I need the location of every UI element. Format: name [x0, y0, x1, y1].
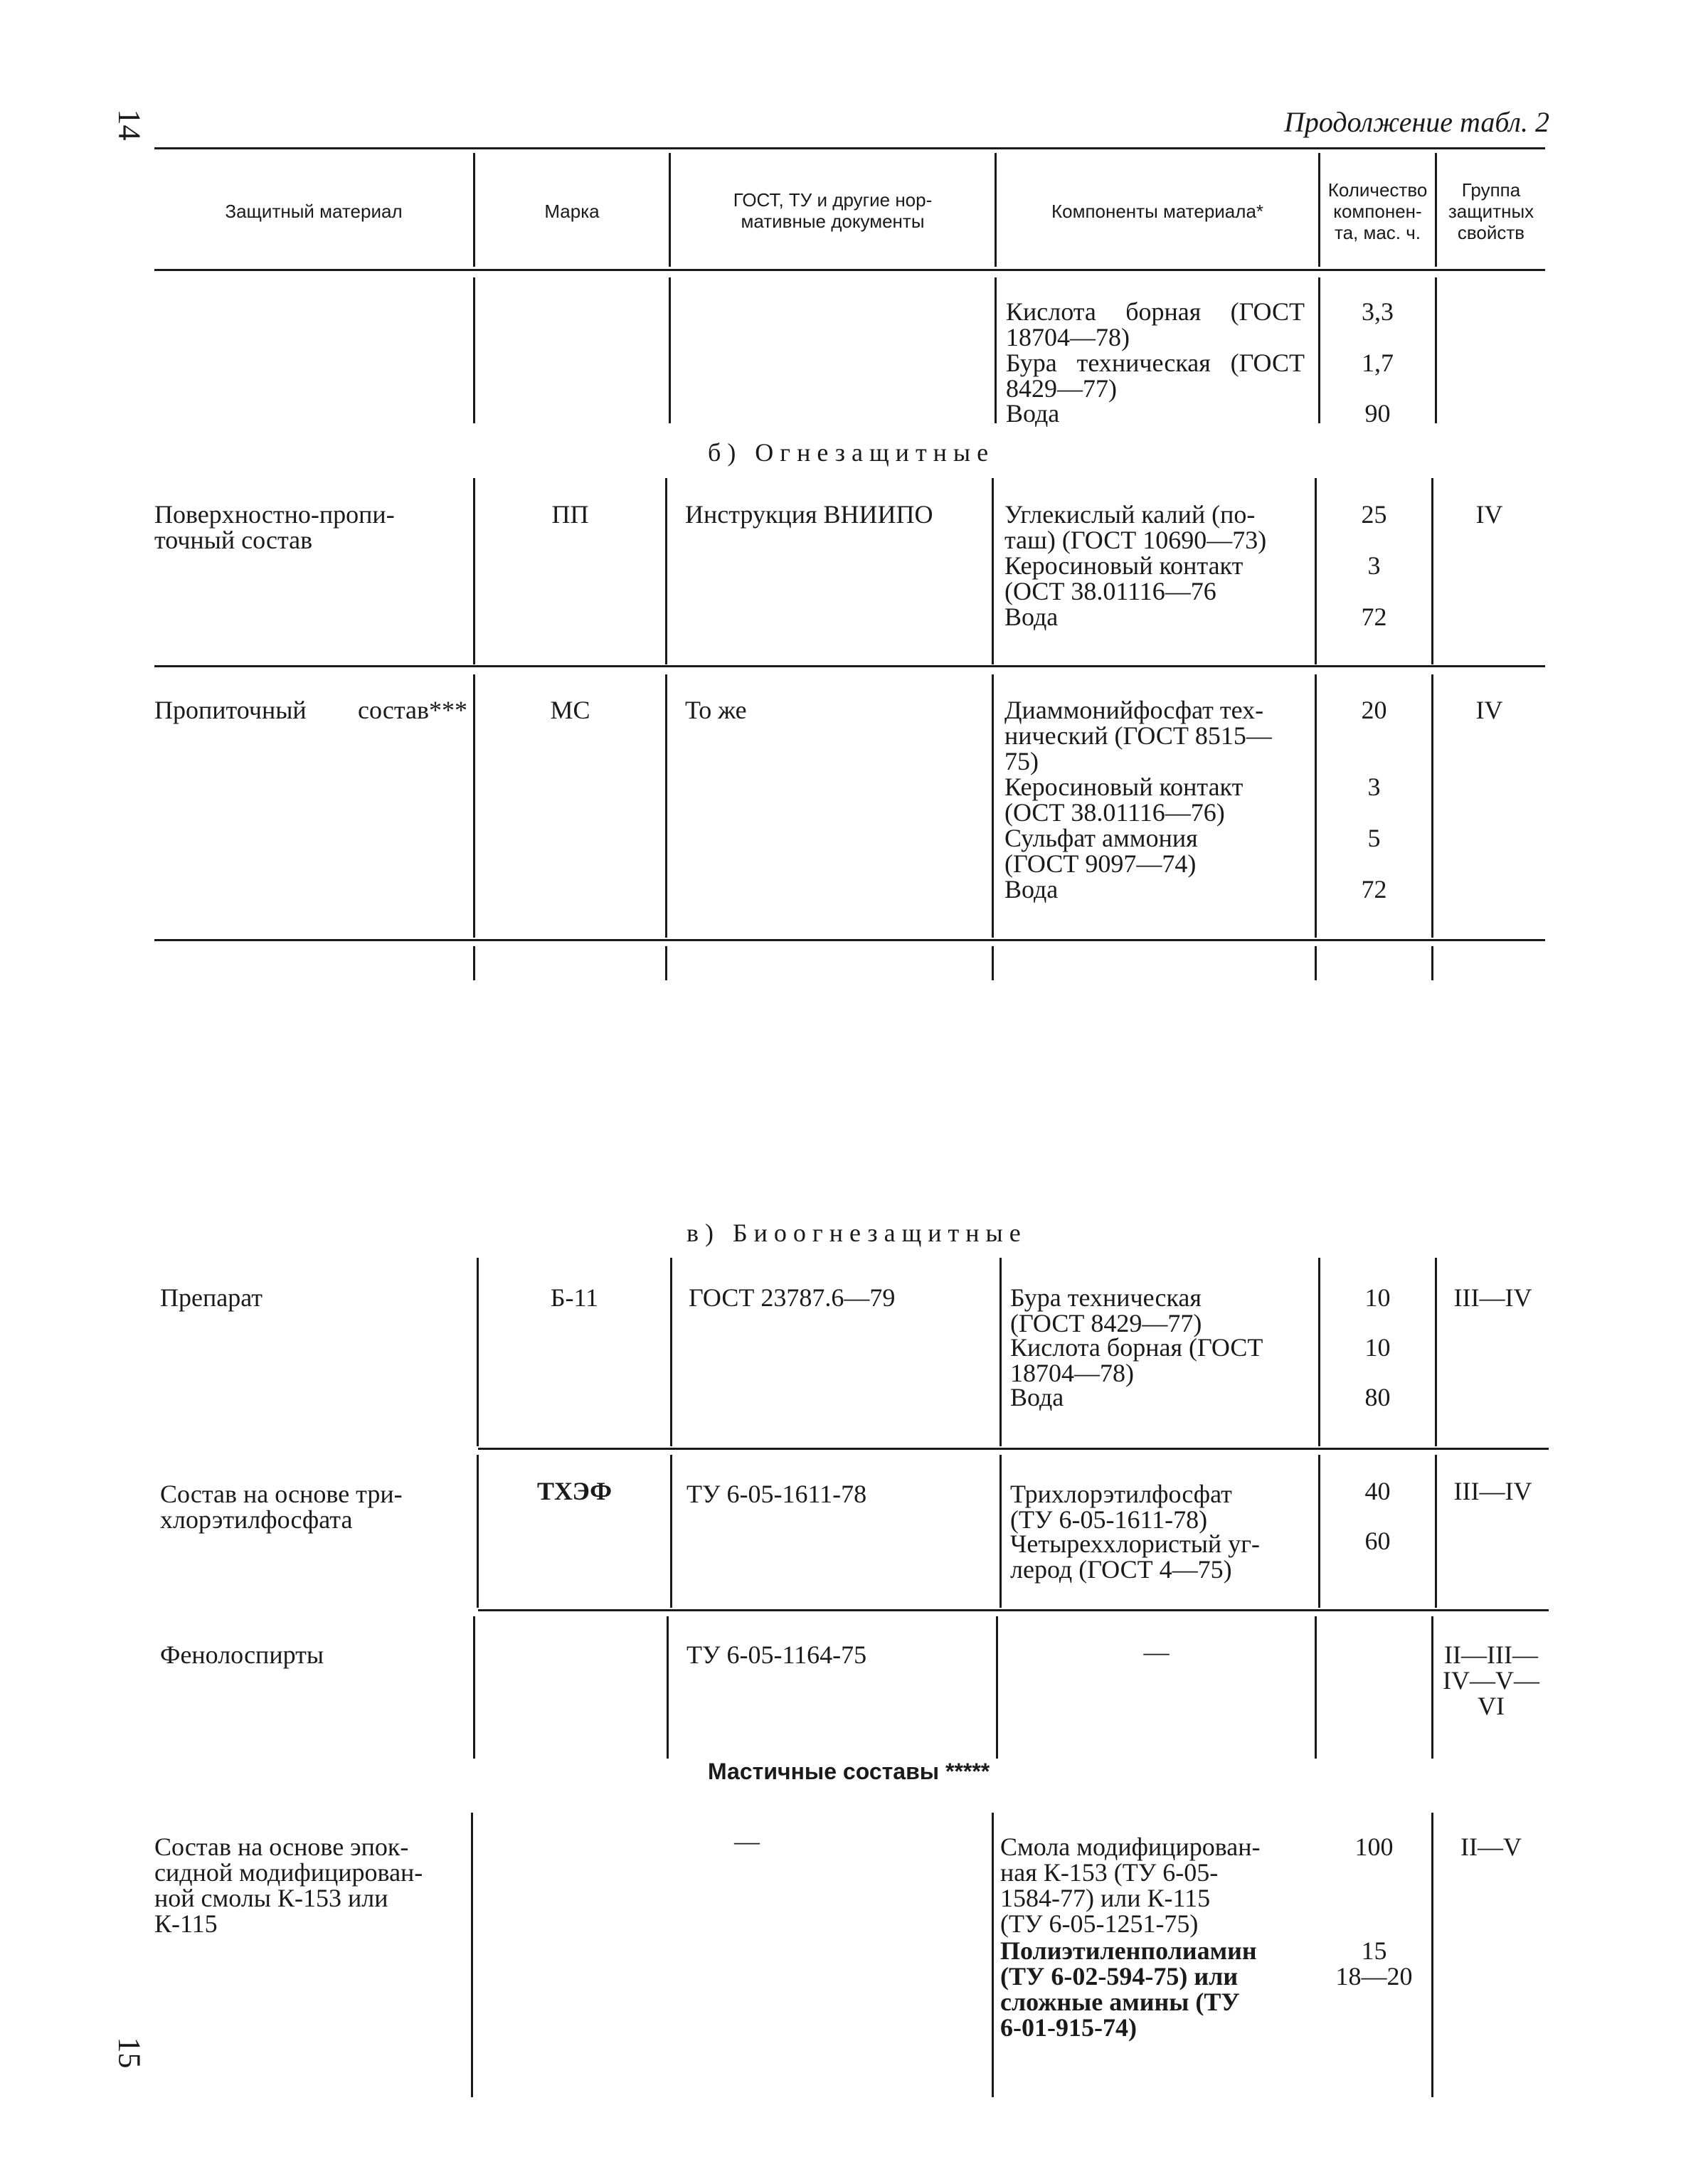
table-caption: Продолжение табл. 2	[1283, 106, 1549, 138]
row2-component-1: Диаммонийфосфат тех- нический (ГОСТ 8515— 75)	[1004, 696, 1272, 775]
row1-group: IV	[1475, 500, 1503, 529]
row4-mark: ТХЭФ	[536, 1477, 613, 1505]
row-rule	[154, 939, 1545, 941]
row6-qty-3: 18—20	[1335, 1962, 1413, 1990]
row1-component-2: Керосиновый контакт (ОСТ 38.01116—76	[1004, 551, 1243, 605]
row6-qty-2: 15	[1361, 1936, 1387, 1965]
row1-doc: Инструкция ВНИИПО	[685, 500, 933, 529]
component-a2: Бура техническая (ГОСТ 8429—77)	[1006, 349, 1305, 403]
row4-doc: ТУ 6-05-1611-78	[686, 1480, 867, 1508]
section-title-bio-fireproof: в) Биоогнезащитные	[686, 1219, 1027, 1247]
qty-a1: 3,3	[1362, 297, 1394, 326]
row3-qty-1: 10	[1364, 1283, 1391, 1312]
row3-doc: ГОСТ 23787.6—79	[689, 1283, 896, 1312]
row2-qty-1: 20	[1361, 696, 1387, 724]
row4-group: III—IV	[1453, 1477, 1532, 1505]
section-title-mastics: Мастичные составы *****	[708, 1759, 990, 1784]
row-rule	[154, 665, 1545, 667]
page-number-bottom: 15	[112, 2037, 147, 2069]
row4-qty-2: 60	[1364, 1527, 1391, 1555]
row2-component-4: Вода	[1004, 875, 1059, 903]
row3-component-3: Вода	[1010, 1383, 1064, 1411]
row6-group: II—V	[1460, 1833, 1522, 1861]
row2-component-2: Керосиновый контакт (ОСТ 38.01116—76)	[1004, 773, 1243, 827]
row3-component-2: Кислота борная (ГОСТ 18704—78)	[1010, 1333, 1263, 1387]
row1-component-3: Вода	[1004, 603, 1059, 631]
row3-mark: Б-11	[550, 1283, 599, 1312]
row2-mark: МС	[550, 696, 590, 724]
row5-material: Фенолоспирты	[160, 1640, 324, 1669]
row2-qty-4: 72	[1361, 875, 1387, 903]
header-group: Группа защитных свойств	[1448, 179, 1534, 243]
row6-component-1: Смола модифицирован- ная К-153 (ТУ 6-05- 1584-77) или К-115 (ТУ 6-05-1251-75)	[1000, 1833, 1261, 1938]
row2-qty-3: 5	[1367, 824, 1381, 852]
row3-component-1: Бура техническая (ГОСТ 8429—77)	[1010, 1283, 1202, 1337]
row6-material: Состав на основе эпок- сидной модифицирован- ной смолы К-153 или К-115	[154, 1833, 423, 1938]
qty-a2: 1,7	[1362, 349, 1394, 377]
row2-group: IV	[1475, 696, 1503, 724]
row1-qty-2: 3	[1367, 551, 1381, 580]
row3-material: Препарат	[160, 1283, 263, 1312]
row1-mark: ПП	[551, 500, 589, 529]
row-rule	[478, 1448, 1549, 1450]
header-quantity: Количество компонен- та, мас. ч.	[1327, 179, 1428, 243]
row6-doc: —	[734, 1827, 760, 1855]
row4-component-1: Трихлорэтилфосфат (ТУ 6-05-1611-78)	[1010, 1480, 1232, 1534]
qty-a3: 90	[1364, 399, 1391, 428]
row5-component-dash: —	[1143, 1638, 1170, 1666]
row3-group: III—IV	[1453, 1283, 1532, 1312]
row4-material: Состав на основе три- хлорэтилфосфата	[160, 1480, 403, 1534]
row2-qty-2: 3	[1367, 773, 1381, 801]
header-bottom-rule	[154, 269, 1545, 271]
row3-qty-2: 10	[1364, 1333, 1391, 1362]
row1-qty-1: 25	[1361, 500, 1387, 529]
row4-qty-1: 40	[1364, 1477, 1391, 1505]
header-docs: ГОСТ, ТУ и другие нор- мативные документы	[733, 189, 933, 232]
row4-component-2: Четыреххлористый уг- лерод (ГОСТ 4—75)	[1010, 1530, 1260, 1584]
row3-qty-3: 80	[1364, 1383, 1391, 1411]
row2-component-3: Сульфат аммония (ГОСТ 9097—74)	[1004, 824, 1198, 878]
page-number-left: 14	[112, 109, 147, 141]
header-material: Защитный материал	[225, 201, 403, 222]
component-a1: Кислота борная (ГОСТ 18704—78)	[1006, 297, 1305, 351]
header-top-rule	[154, 147, 1545, 149]
row-rule	[478, 1609, 1549, 1611]
row2-material: Пропиточный состав***	[154, 696, 467, 724]
component-a3: Вода	[1006, 399, 1060, 428]
section-title-fireproof: б) Огнезащитные	[708, 438, 995, 467]
row6-qty-1: 100	[1354, 1833, 1394, 1861]
row5-group: II—III— IV—V— VI	[1443, 1640, 1539, 1720]
header-mark: Марка	[544, 201, 600, 222]
row5-doc: ТУ 6-05-1164-75	[686, 1640, 867, 1669]
row1-qty-3: 72	[1361, 603, 1387, 631]
row6-component-2: Полиэтиленполиамин (ТУ 6-02-594-75) или сложные амины (ТУ 6-01-915-74)	[1000, 1936, 1257, 2042]
row2-doc: То же	[685, 696, 747, 724]
header-components: Компоненты материала*	[1051, 201, 1264, 222]
row1-material: Поверхностно-пропи- точный состав	[154, 500, 395, 554]
row1-component-1: Углекислый калий (по- таш) (ГОСТ 10690—73)	[1004, 500, 1267, 554]
